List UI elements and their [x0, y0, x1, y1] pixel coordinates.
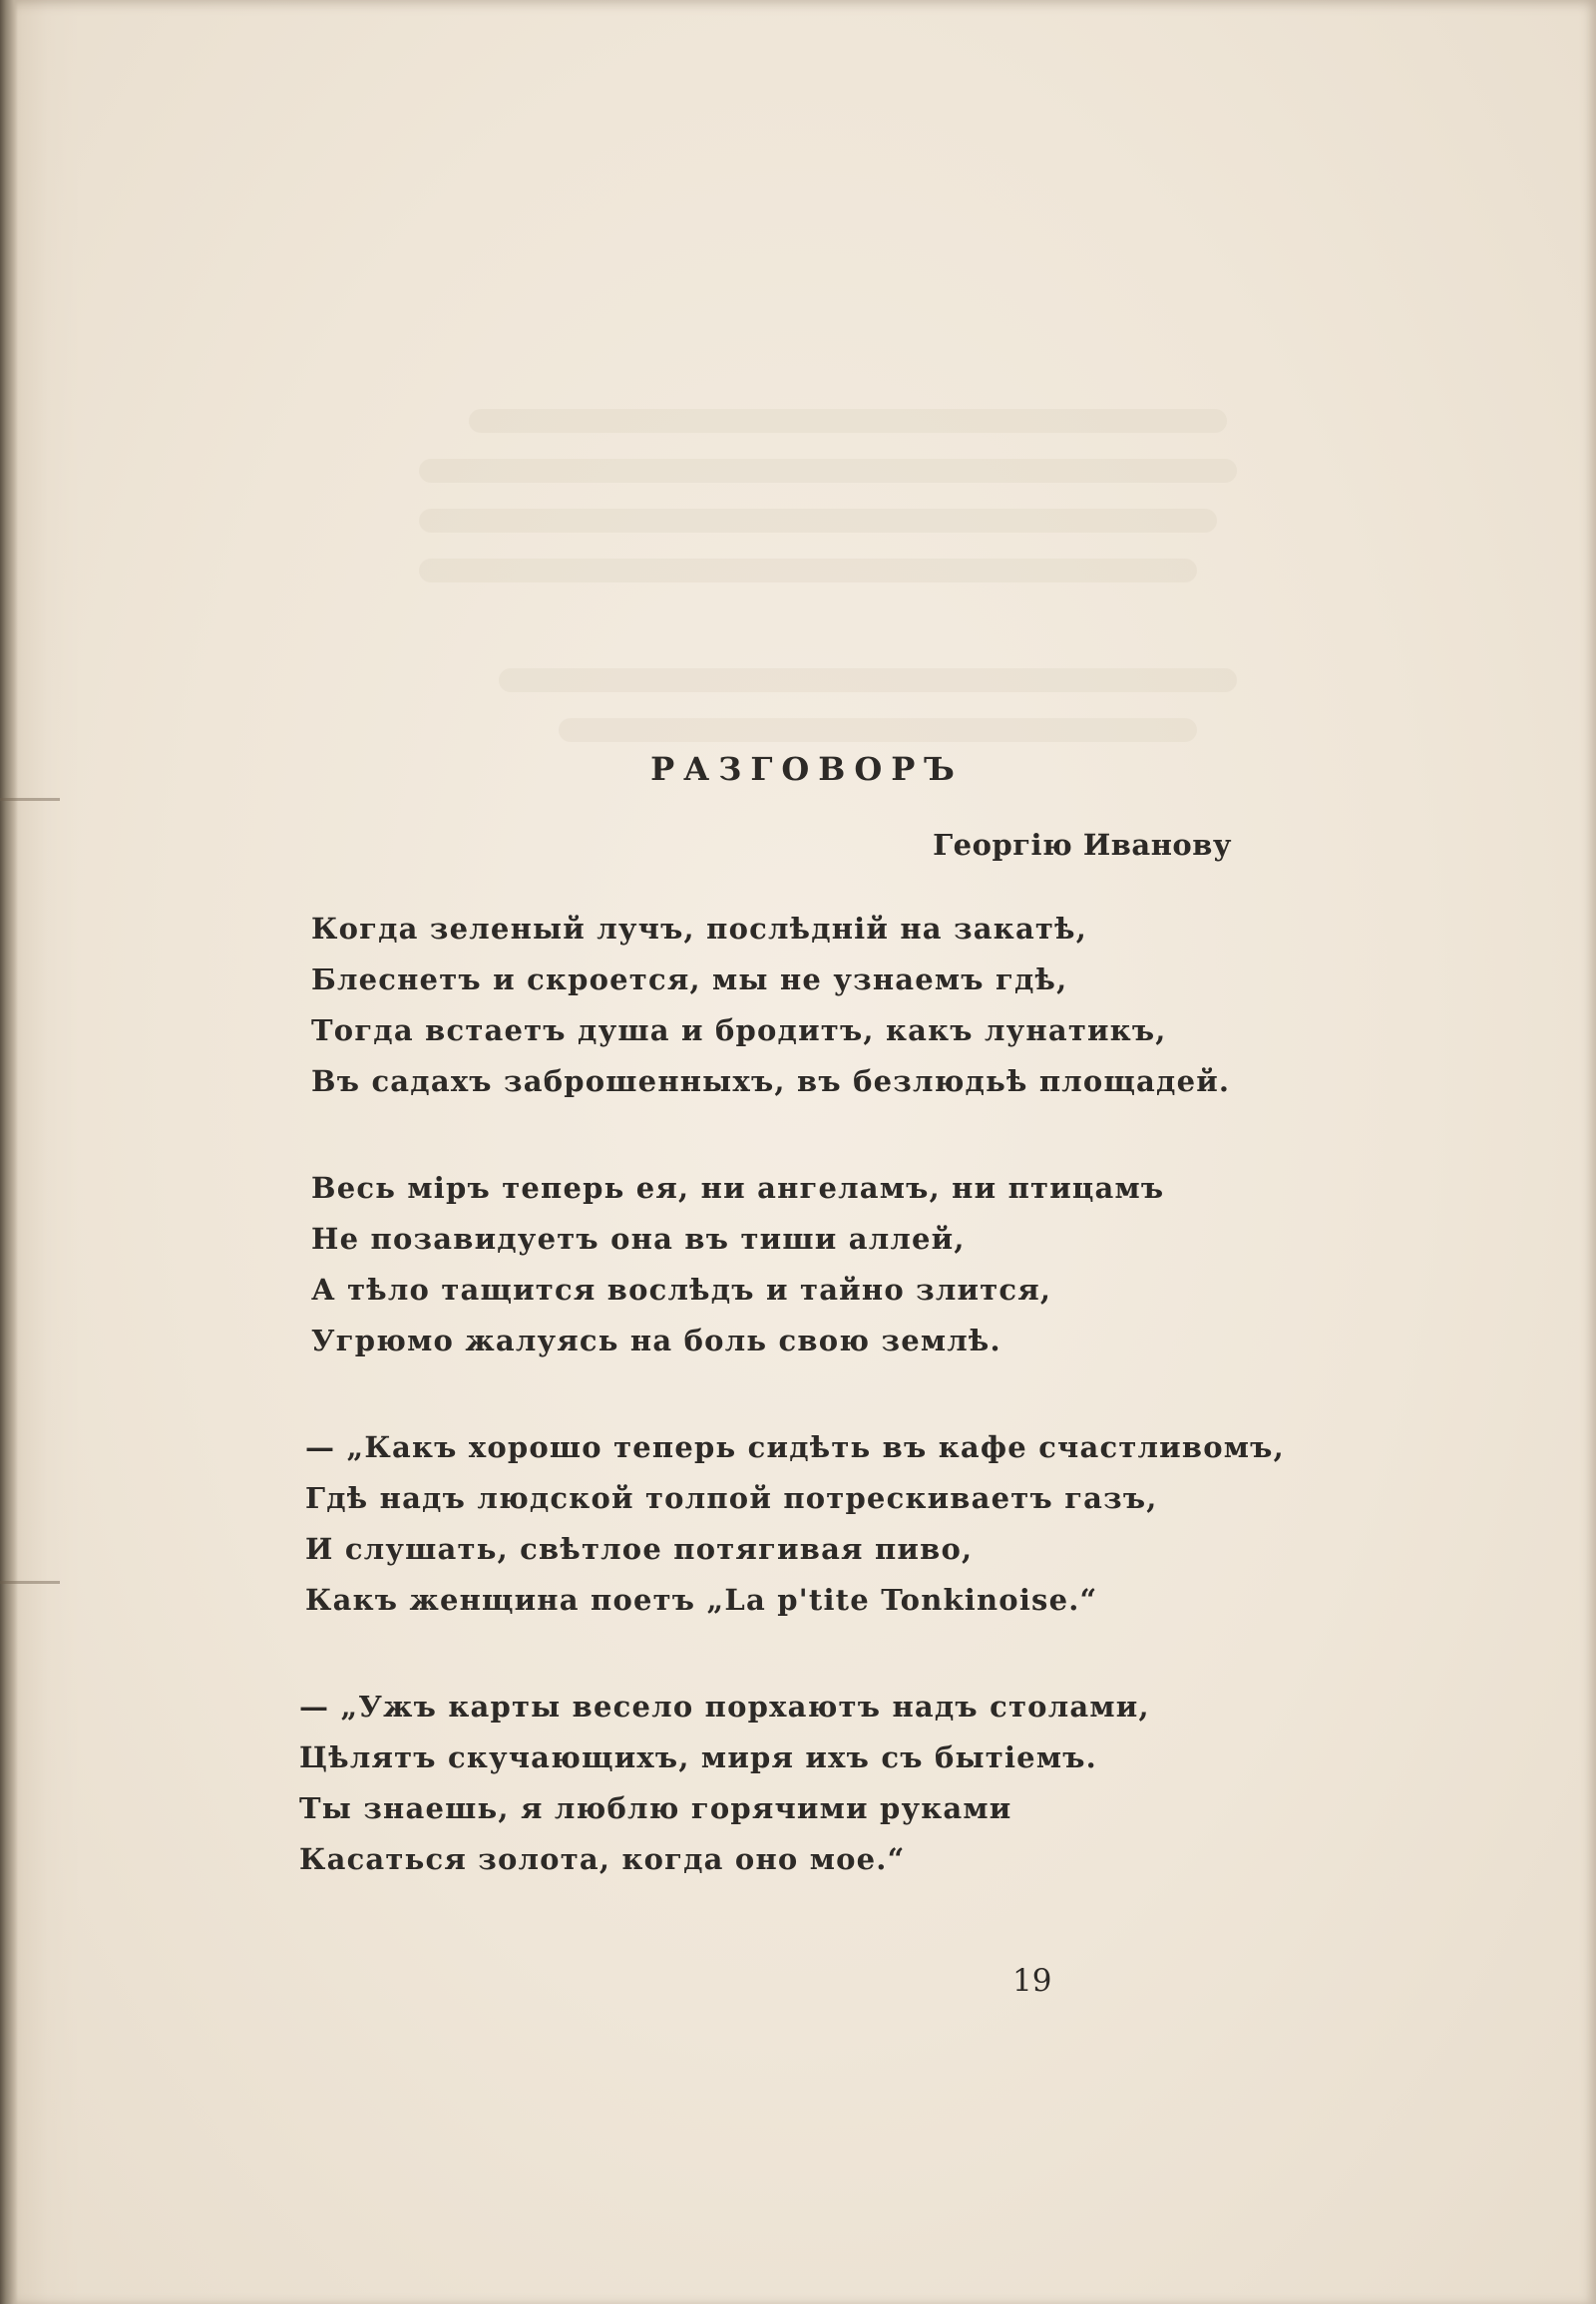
poem-line: Ты знаешь, я люблю горячими руками [299, 1791, 1012, 1825]
poem-line: Тогда встаетъ душа и бродитъ, какъ лунатикъ, [311, 1013, 1167, 1047]
bleed-through-shadow [419, 559, 1197, 582]
poem-line: Когда зеленый лучъ, послѣдній на закатѣ, [311, 912, 1087, 946]
poem-stanza [311, 904, 1309, 1107]
bleed-through-shadow [419, 459, 1237, 483]
poem-title: РАЗГОВОРЪ [650, 750, 964, 788]
poem-line: Въ садахъ заброшенныхъ, въ безлюдьѣ площадей. [311, 1064, 1231, 1098]
poem-line: Не позавидуетъ она въ тиши аллей, [311, 1222, 966, 1256]
poem-line: Какъ женщина поетъ „La p'tite Tonkinoise.“ [305, 1583, 1098, 1617]
poem-line: Блеснетъ и скроется, мы не узнаемъ гдѣ, [311, 962, 1068, 996]
poem-line: Гдѣ надъ людской толпой потрескиваетъ газъ, [305, 1481, 1158, 1515]
poem-line: Цѣлятъ скучающихъ, миря ихъ съ бытіемъ. [299, 1740, 1097, 1774]
poem-dedication: Георгію Иванову [933, 828, 1232, 862]
page-number: 19 [1012, 1963, 1052, 1999]
poem-stanza [305, 1422, 1303, 1626]
bleed-through-shadow [499, 668, 1237, 692]
poem-line: И слушать, свѣтлое потягивая пиво, [305, 1532, 974, 1566]
poem-line: А тѣло тащится вослѣдъ и тайно злится, [311, 1273, 1052, 1307]
poem-line: — „Ужъ карты весело порхаютъ надъ столами, [299, 1690, 1150, 1724]
bleed-through-shadow [419, 509, 1217, 533]
page-edge-mark [0, 1581, 60, 1584]
poem-stanza [299, 1682, 1297, 1885]
bleed-through-shadow [469, 409, 1227, 433]
poem-stanza [311, 1163, 1309, 1366]
poem-line: Угрюмо жалуясь на боль свою землѣ. [311, 1324, 1001, 1357]
poem-line: — „Какъ хорошо теперь сидѣть въ кафе счастливомъ, [305, 1430, 1285, 1464]
book-spine-edge [0, 0, 18, 2304]
poem-line: Весь міръ теперь ея, ни ангеламъ, ни птицамъ [311, 1171, 1165, 1205]
bleed-through-shadow [559, 718, 1197, 742]
page-edge-mark [0, 798, 60, 801]
poem-line: Касаться золота, когда оно мое.“ [299, 1842, 906, 1876]
